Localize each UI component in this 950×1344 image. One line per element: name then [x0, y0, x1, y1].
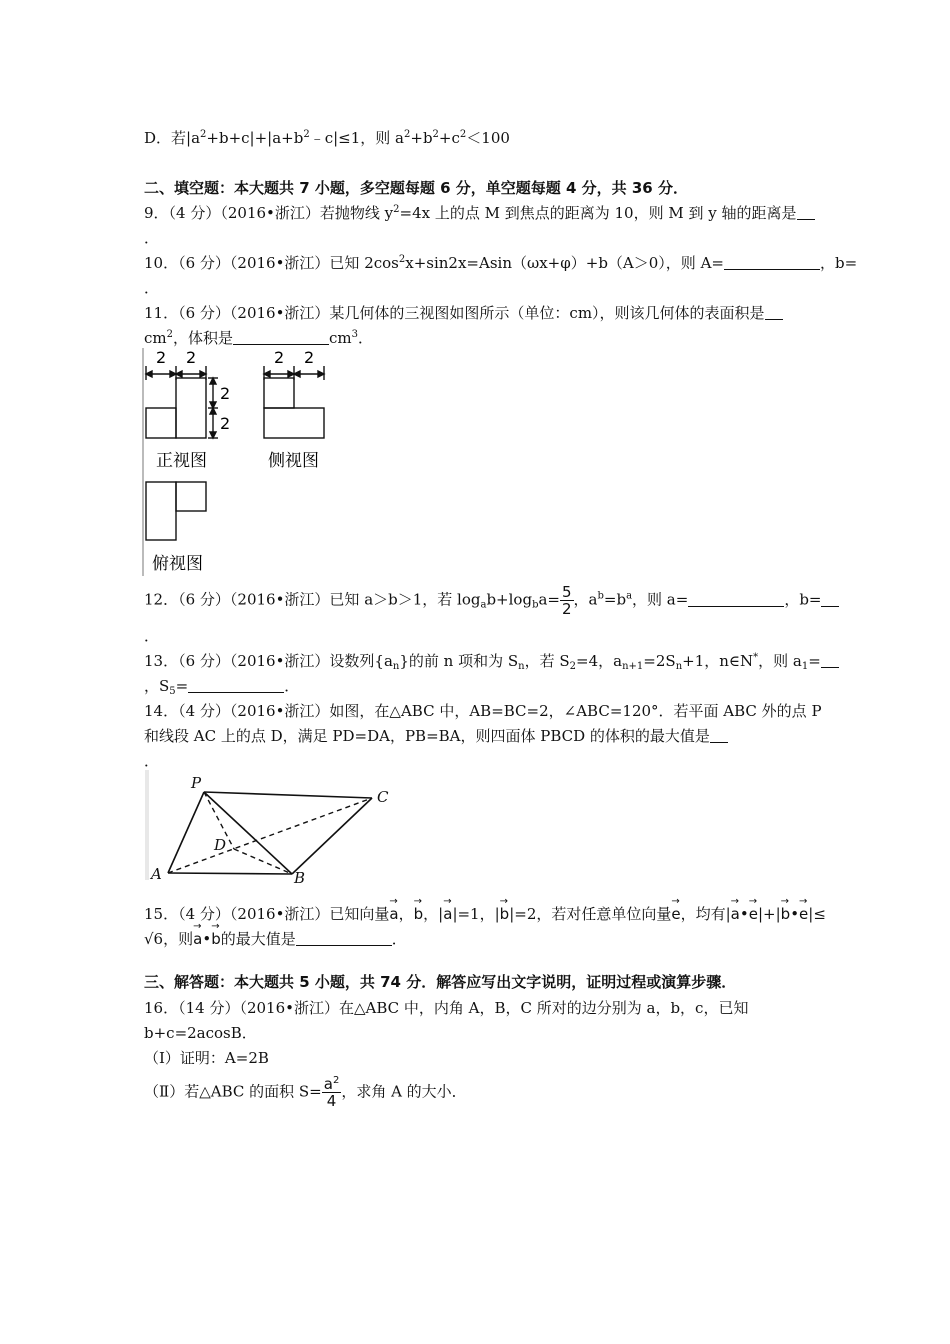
answer-blank-b[interactable] [821, 592, 839, 607]
question-14-end: ． [144, 752, 160, 770]
q8-option-d: D．若$|a^2+b+c|+|a+b^2﹣c|\le 1$，则 $a^2+b^2+c^2<100$ [144, 129, 510, 147]
label-P: P [191, 774, 202, 792]
label-B: B [294, 869, 306, 887]
section-3-heading: 三、解答题：本大题共 5 小题，共 74 分．解答应写出文字说明，证明过程或演算步骤． [144, 973, 737, 991]
question-16-part-1: （Ⅰ）证明：A=2B [144, 1049, 269, 1067]
question-16-line2: b+c=2acosB． [144, 1024, 257, 1042]
fraction-a2-over-4: $\frac{a^2}{4}$ [323, 1075, 340, 1110]
edge-AB [168, 873, 292, 874]
answer-blank[interactable] [797, 205, 815, 220]
question-11-line2: $cm^2$，体积是 $cm^3$． [144, 329, 374, 347]
dim-label: 2 [156, 348, 167, 367]
question-11: 11．（6 分）（2016•浙江）某几何体的三视图如图所示（单位：cm），则该几何体的表面积是 [144, 303, 783, 323]
label-D: D [214, 836, 227, 854]
answer-blank[interactable] [710, 728, 728, 743]
side-view-caption: 侧视图 [268, 451, 319, 471]
question-15-line2: √6，则→ a•→ b的最大值是 ． [144, 923, 407, 949]
question-14: 14．（4 分）（2016•浙江）如图，在△ABC 中，AB=BC=2，∠ABC=120°．若平面 ABC 外的点 P [144, 702, 822, 720]
label-A: A [151, 865, 162, 883]
answer-blank-area[interactable] [765, 305, 783, 320]
edge-DB [234, 849, 292, 874]
answer-blank-a1[interactable] [821, 653, 839, 668]
dim-label: 2 [274, 348, 285, 367]
question-9-end: ． [144, 229, 160, 247]
label-C: C [377, 788, 389, 806]
section-2-heading: 二、填空题：本大题共 7 小题，多空题每题 6 分，单空题每题 4 分，共 36 分． [144, 179, 688, 197]
dim-label: 2 [186, 348, 197, 367]
question-9: 9．（4 分）（2016•浙江）若抛物线 $y^2=4x$ 上的点 M 到焦点的距离为 10，则 M 到 y 轴的距离是 [144, 203, 815, 223]
top-view-caption: 俯视图 [152, 554, 203, 574]
question-14-line2: 和线段 AC 上的点 D，满足 PD=DA，PB=BA，则四面体 PBCD 的体积的最大值是 [144, 726, 728, 746]
three-view-figure [138, 344, 338, 576]
answer-blank-A[interactable] [724, 255, 820, 270]
edge-PA [168, 792, 204, 873]
front-view-caption: 正视图 [156, 451, 207, 471]
question-16: 16．（14 分）（2016•浙江）在△ABC 中，内角 A，B，C 所对的边分别为 a，b，c，已知 [144, 999, 749, 1017]
question-10: 10．（6 分）（2016•浙江）已知 $2\cos^2x+\sin 2x=Asin(\omega x+\varphi)+b(A>0)$，则 A= ，b= [144, 254, 858, 272]
front-view [146, 366, 218, 438]
question-13-line2: ，$S_5=$ ． [144, 677, 300, 697]
edge-AC [168, 798, 372, 873]
answer-blank-a[interactable] [688, 592, 784, 607]
question-16-part-2: （Ⅱ）若△ABC 的面积 S= $\frac{a^2}{4}$ ，求角 A 的大小． [144, 1075, 467, 1110]
question-13: 13．（6 分）（2016•浙江）设数列$\{a_n\}$的前 n 项和为 $S_n$，若 $S_2=4$，$a_{n+1}=2S_n+1$，n∈N*，则 $a_1=$ [144, 651, 839, 671]
dim-label: 2 [304, 348, 315, 367]
question-12: 12．（6 分）（2016•浙江）已知 a＞b＞1，若 $\log_ab+\log_ba=$ $\frac{5}{2}$ ，$a^b=b^a$，则 a= ，b= [144, 584, 839, 620]
question-12-end: ． [144, 627, 160, 645]
dim-label: 2 [220, 414, 231, 433]
edge-PC [204, 792, 372, 798]
edge-BC [292, 798, 372, 874]
dim-label: 2 [220, 384, 231, 403]
answer-blank[interactable] [296, 931, 392, 946]
tetrahedron-figure [145, 770, 405, 888]
fraction-5-over-2: $\frac{5}{2}$ [561, 583, 572, 618]
side-view [264, 366, 324, 438]
question-10-end: ． [144, 279, 160, 297]
answer-blank-s5[interactable] [188, 678, 284, 693]
question-15: 15．（4 分）（2016•浙江）已知向量→ a，→ b，|→ a|=1，|→ b|=2，若对任意单位向量→ e，均有|→ a•→ e|+|→ b•→ e|≤ [144, 898, 826, 924]
answer-blank-volume[interactable] [233, 330, 329, 345]
top-view [146, 482, 206, 540]
